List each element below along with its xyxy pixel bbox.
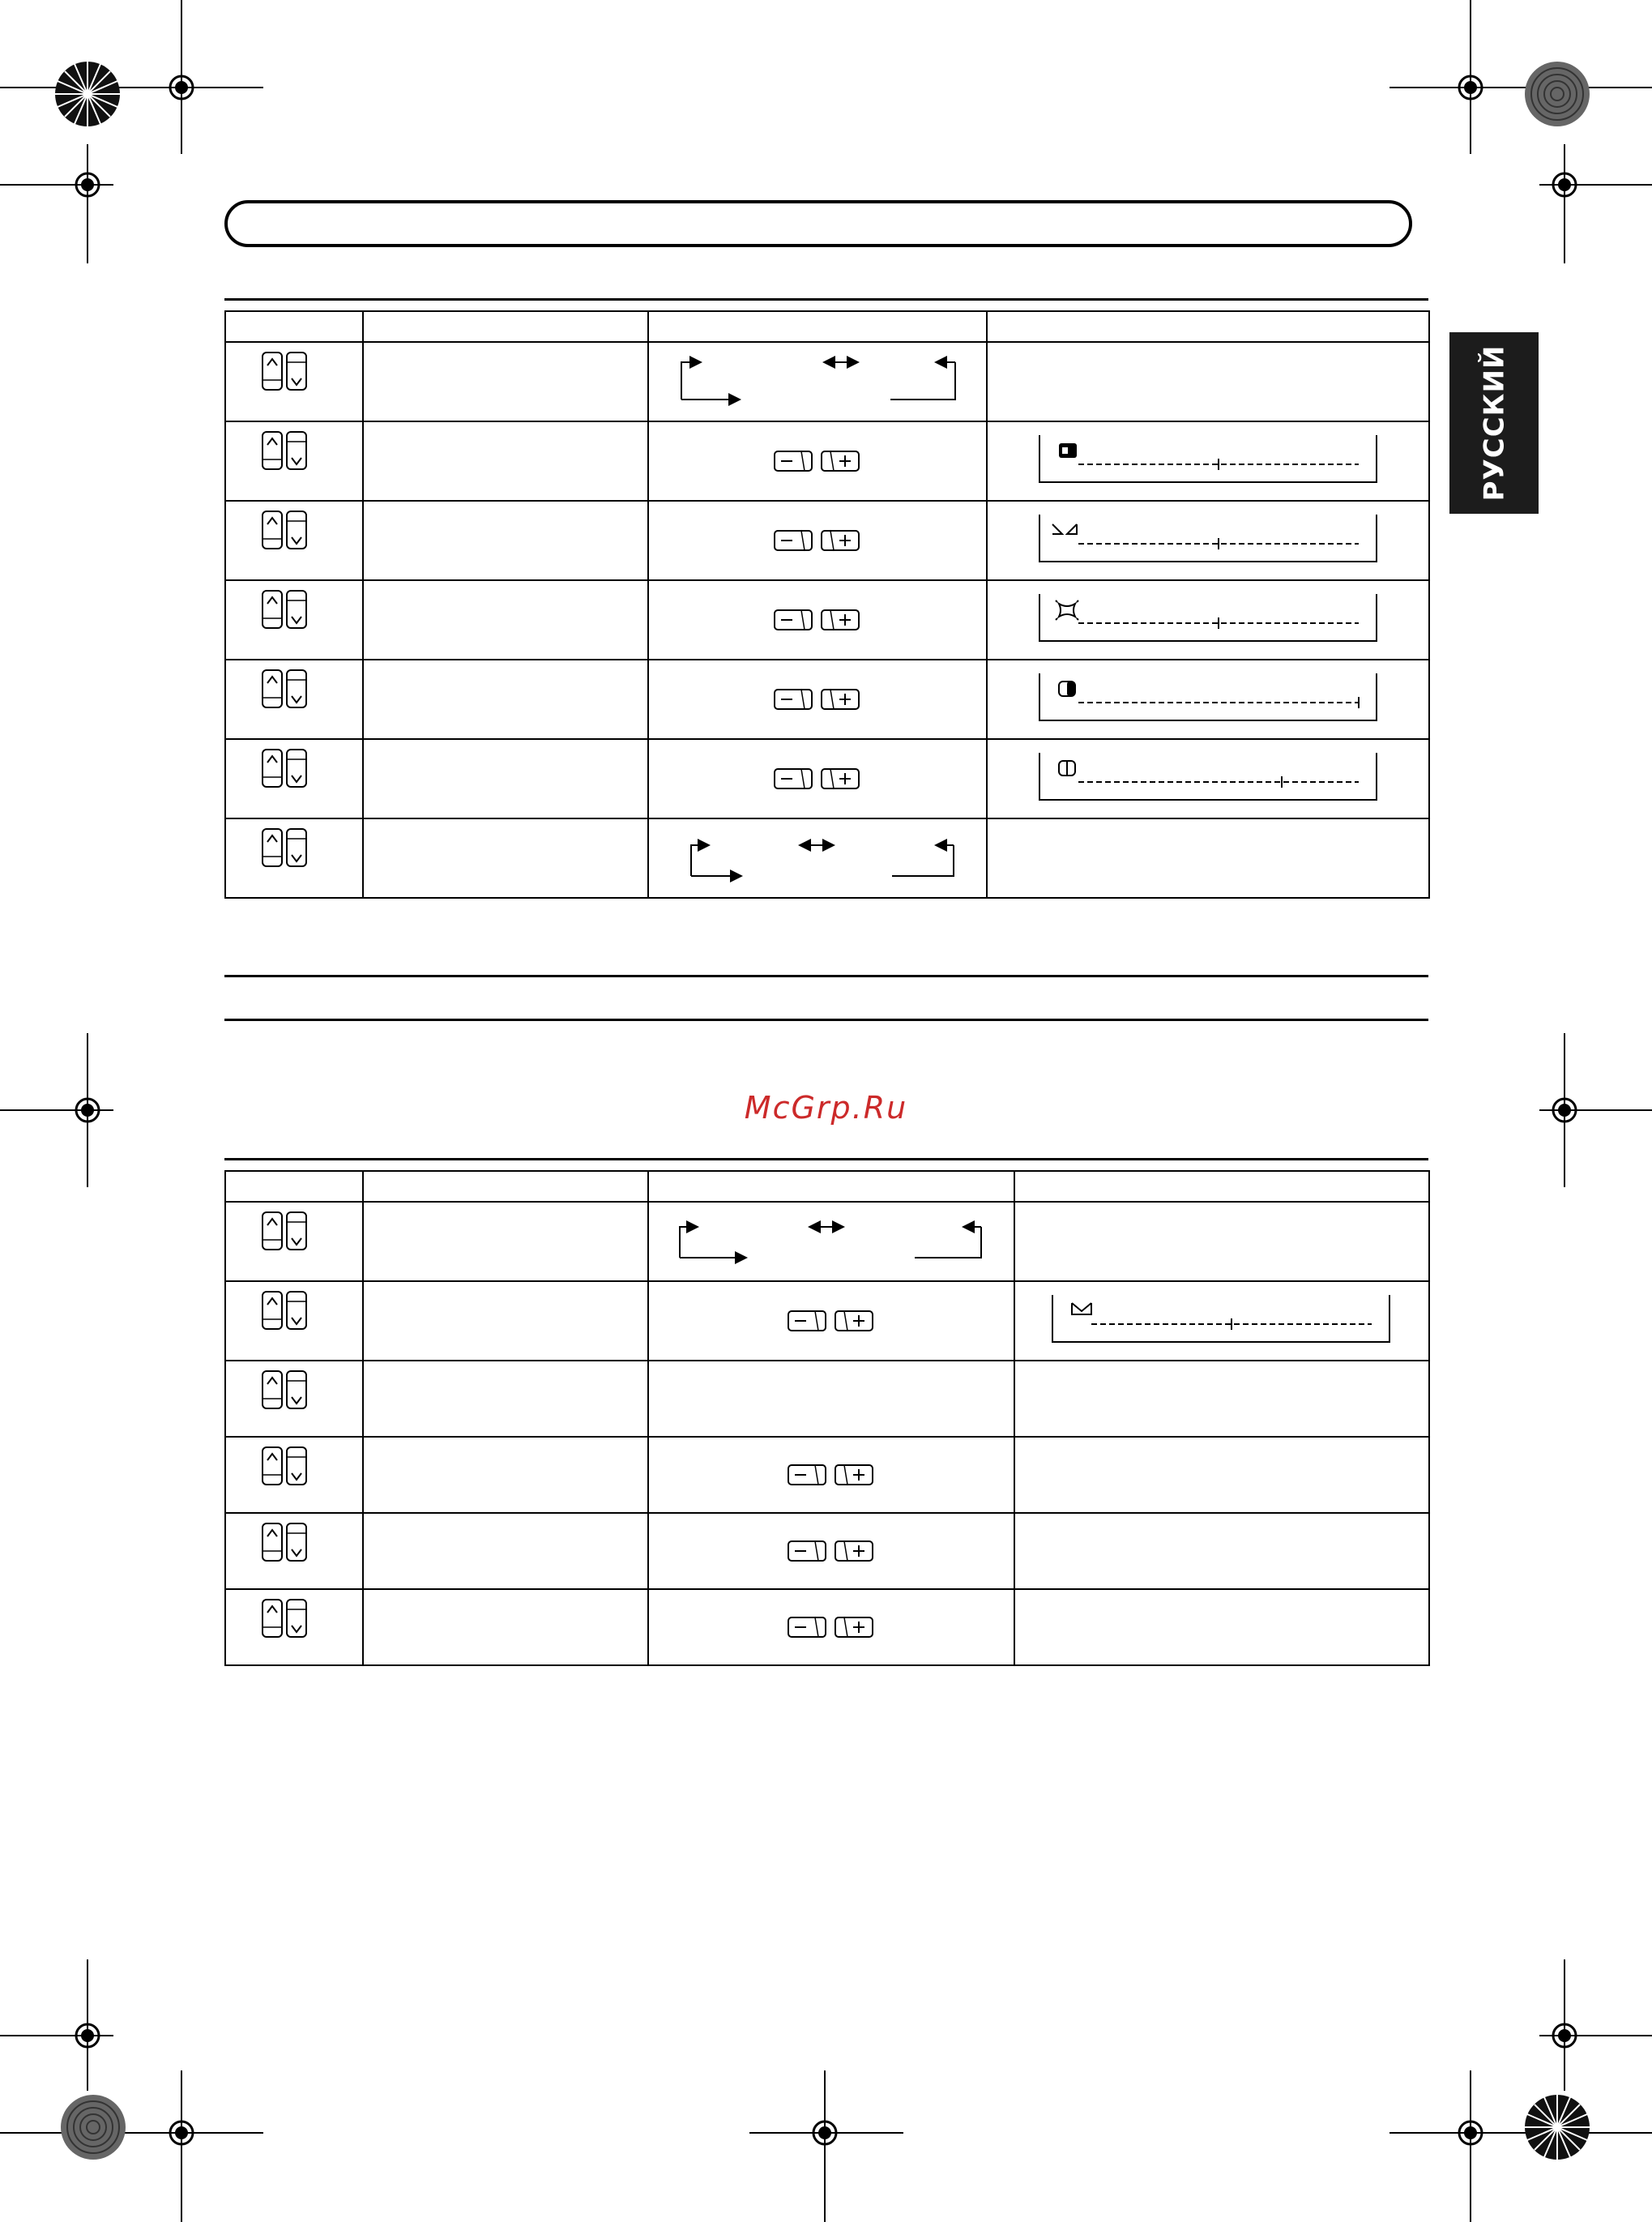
item-cell [363,739,648,818]
select-cell [225,421,363,501]
item-cell [363,342,648,421]
up-down-buttons-icon[interactable] [262,1446,307,1486]
up-down-buttons-icon[interactable] [262,351,307,391]
adjust-cell [648,342,987,421]
registration-mark-icon [63,160,112,209]
up-down-buttons-icon[interactable] [262,589,307,630]
display-cell [1014,1589,1429,1665]
item-cell [363,1202,648,1281]
rule [224,298,1428,301]
table-row [225,739,1429,818]
item-cell [363,818,648,898]
table-row [225,501,1429,580]
minus-plus-buttons-icon[interactable] [773,450,862,472]
registration-mark-icon [1540,160,1589,209]
adjust-cell [648,818,987,898]
table-row [225,1202,1429,1281]
display-cell [987,580,1429,660]
item-cell [363,1361,648,1437]
display-cell [1014,1281,1429,1361]
adjust-cell [648,739,987,818]
osd-slider-display [988,581,1430,656]
registration-mark-icon [1446,63,1495,112]
header-cell [363,1171,648,1202]
vertical-position-icon [1072,1303,1091,1314]
language-tab-label: РУССКИЙ [1478,344,1510,502]
table-row [225,1437,1429,1513]
adjust-cell [648,580,987,660]
table-row [225,342,1429,421]
item-cell [363,1589,648,1665]
up-down-buttons-icon[interactable] [262,1211,307,1251]
adjust-cell [648,660,987,739]
up-down-buttons-icon[interactable] [262,1598,307,1639]
language-tab [1449,332,1539,514]
table-row [225,818,1429,898]
display-cell [987,501,1429,580]
rule [224,1019,1428,1021]
table-row [225,660,1429,739]
table-row [225,1513,1429,1589]
registration-mark-icon [157,63,206,112]
item-cell [363,580,648,660]
table-row [225,1281,1429,1361]
table-header-row [225,1171,1429,1202]
adjust-cell [648,1437,1014,1513]
registration-mark-icon [800,2109,849,2157]
header-cell [987,311,1429,342]
minus-plus-buttons-icon[interactable] [773,529,862,552]
cycle-arrows-icon [649,819,988,894]
registration-mark-icon [1540,2011,1589,2060]
select-cell [225,342,363,421]
minus-plus-buttons-icon[interactable] [787,1616,876,1639]
registration-mark-icon [157,2109,206,2157]
pincushion-icon [1056,600,1078,620]
item-cell [363,1513,648,1589]
select-cell [225,1202,363,1281]
display-cell [1014,1437,1429,1513]
table-header-row [225,311,1429,342]
cycle-arrows-icon [649,343,988,417]
select-cell [225,1589,363,1665]
rule [224,1158,1428,1160]
display-cell [1014,1361,1429,1437]
header-cell [363,311,648,342]
horizontal-size-icon [1052,524,1077,534]
minus-plus-buttons-icon[interactable] [787,1540,876,1562]
select-cell [225,1437,363,1513]
geometry-settings-table [224,310,1430,899]
display-cell [1014,1202,1429,1281]
adjust-cell [648,1513,1014,1589]
adjust-cell [648,1361,1014,1437]
color-settings-table [224,1170,1430,1666]
select-cell [225,1281,363,1361]
up-down-buttons-icon[interactable] [262,1370,307,1410]
header-cell [225,311,363,342]
table-row [225,1361,1429,1437]
item-cell [363,1281,648,1361]
item-cell [363,1437,648,1513]
up-down-buttons-icon[interactable] [262,510,307,550]
minus-plus-buttons-icon[interactable] [787,1464,876,1486]
minus-plus-buttons-icon[interactable] [773,688,862,711]
adjust-cell [648,1202,1014,1281]
select-cell [225,580,363,660]
select-cell [225,1361,363,1437]
table-row [225,1589,1429,1665]
display-cell [987,739,1429,818]
display-cell [987,660,1429,739]
adjust-cell [648,501,987,580]
up-down-buttons-icon[interactable] [262,748,307,788]
cycle-arrows-icon [649,1203,1015,1277]
adjust-cell [648,421,987,501]
rotation-icon [1059,761,1075,776]
pin-balance-icon [1059,682,1075,696]
select-cell [225,1513,363,1589]
up-down-buttons-icon[interactable] [262,669,307,709]
section-header-box [224,200,1412,247]
up-down-buttons-icon[interactable] [262,1522,307,1562]
osd-slider-display [1015,1282,1430,1357]
display-cell [987,342,1429,421]
up-down-buttons-icon[interactable] [262,1290,307,1331]
up-down-buttons-icon[interactable] [262,827,307,868]
osd-slider-display [988,502,1430,576]
display-cell [1014,1513,1429,1589]
watermark: McGrp.Ru [744,1090,908,1126]
item-cell [363,501,648,580]
registration-mark-icon [63,2011,112,2060]
item-cell [363,421,648,501]
osd-slider-display [988,422,1430,497]
display-cell [987,421,1429,501]
osd-slider-display [988,660,1430,735]
header-cell [648,311,987,342]
header-cell [225,1171,363,1202]
display-cell [987,818,1429,898]
horizontal-position-icon [1059,443,1077,458]
registration-mark-icon [1446,2109,1495,2157]
rule [224,975,1428,977]
table-row [225,580,1429,660]
minus-plus-buttons-icon[interactable] [787,1310,876,1332]
select-cell [225,739,363,818]
header-cell [648,1171,1014,1202]
up-down-buttons-icon[interactable] [262,430,307,471]
concentric-circle-target-icon [1525,62,1590,126]
osd-slider-display [988,740,1430,814]
select-cell [225,501,363,580]
table-row [225,421,1429,501]
minus-plus-buttons-icon[interactable] [773,609,862,631]
concentric-circle-target-icon [61,2095,126,2160]
adjust-cell [648,1281,1014,1361]
header-cell [1014,1171,1429,1202]
minus-plus-buttons-icon[interactable] [773,767,862,790]
select-cell [225,818,363,898]
adjust-cell [648,1589,1014,1665]
select-cell [225,660,363,739]
item-cell [363,660,648,739]
